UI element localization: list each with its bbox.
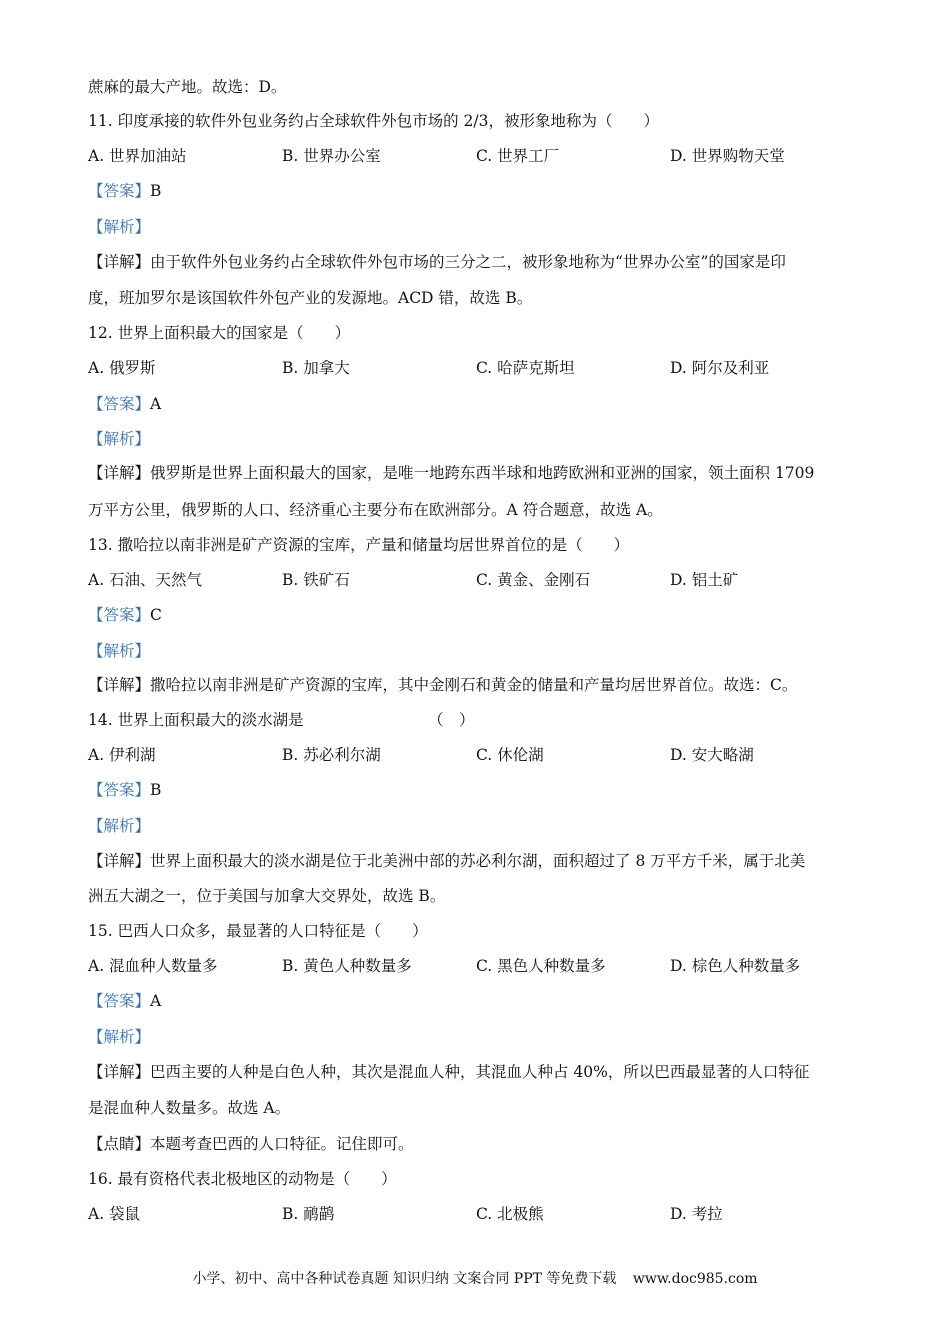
analysis-tag: 【解析】 — [88, 817, 151, 835]
detail-text: 俄罗斯是世界上面积最大的国家，是唯一地跨东西半球和地跨欧洲和亚洲的国家，领土面积 1709 — [150, 464, 815, 482]
q11-option-d: D. 世界购物天堂 — [670, 147, 785, 165]
question-12: 12. 世界上面积最大的国家是（ ） — [88, 324, 351, 342]
answer-value: C — [150, 606, 162, 624]
q13-option-c: C. 黄金、金刚石 — [476, 571, 591, 589]
analysis-tag: 【解析】 — [88, 218, 151, 236]
q15-answer — [88, 990, 890, 1012]
q13-answer — [88, 604, 890, 626]
question-11: 11. 印度承接的软件外包业务约占全球软件外包市场的 2/3，被形象地称为（ ） — [88, 112, 659, 130]
detail-text: 撒哈拉以南非洲是矿产资源的宝库，其中金刚石和黄金的储量和产量均居世界首位。故选：C。 — [150, 676, 798, 694]
answer-value: A — [150, 395, 162, 413]
footer-text: 小学、初中、高中各种试卷真题 知识归纳 文案合同 PPT 等免费下载 — [192, 1271, 617, 1287]
detail-text: 世界上面积最大的淡水湖是位于北美洲中部的苏必利尔湖，面积超过了 8 万平方千米，属于北美 — [150, 852, 806, 870]
q12-analysis — [88, 428, 890, 450]
detail-text: 巴西主要的人种是白色人种，其次是混血人种，其混血人种占 40%，所以巴西最显著的人口特征 — [150, 1063, 810, 1081]
q13-analysis — [88, 640, 890, 662]
q11-detail-line-2: 度，班加罗尔是该国软件外包产业的发源地。ACD 错，故选 B。 — [88, 289, 533, 307]
continuation-text: 蔗麻的最大产地。故选：D。 — [88, 78, 287, 96]
analysis-tag: 【解析】 — [88, 642, 151, 660]
q16-option-c: C. 北极熊 — [476, 1205, 544, 1223]
q14-analysis — [88, 815, 890, 837]
answer-value: B — [150, 182, 162, 200]
q13-option-a: A. 石油、天然气 — [88, 571, 203, 589]
question-15: 15. 巴西人口众多，最显著的人口特征是（ ） — [88, 922, 428, 940]
answer-value: B — [150, 781, 162, 799]
detail-tag: 【详解】 — [88, 464, 151, 482]
q12-option-c: C. 哈萨克斯坦 — [476, 359, 575, 377]
q15-option-d: D. 棕色人种数量多 — [670, 957, 801, 975]
q16-option-a: A. 袋鼠 — [88, 1205, 141, 1223]
q16-option-d: D. 考拉 — [670, 1205, 723, 1223]
question-16: 16. 最有资格代表北极地区的动物是（ ） — [88, 1170, 397, 1188]
q15-detail-line-2: 是混血种人数量多。故选 A。 — [88, 1099, 291, 1117]
q13-option-d: D. 铝土矿 — [670, 571, 739, 589]
q14-answer — [88, 779, 890, 801]
q12-option-d: D. 阿尔及利亚 — [670, 359, 770, 377]
q15-analysis — [88, 1026, 890, 1048]
detail-tag: 【详解】 — [88, 852, 151, 870]
question-14-text: 14. 世界上面积最大的淡水湖是 — [88, 711, 304, 729]
q11-option-a: A. 世界加油站 — [88, 147, 187, 165]
answer-tag: 【答案】 — [88, 182, 151, 200]
q12-option-b: B. 加拿大 — [282, 359, 350, 377]
q15-option-c: C. 黑色人种数量多 — [476, 957, 606, 975]
q13-detail-line-1 — [88, 674, 890, 696]
answer-tag: 【答案】 — [88, 395, 151, 413]
q11-analysis — [88, 216, 890, 238]
q14-option-b: B. 苏必利尔湖 — [282, 746, 381, 764]
detail-tag: 【详解】 — [88, 676, 151, 694]
page-footer — [0, 1268, 950, 1288]
point-tag: 【点睛】 — [88, 1135, 151, 1153]
q12-option-a: A. 俄罗斯 — [88, 359, 156, 377]
q14-detail-line-1 — [88, 850, 890, 872]
footer-url[interactable]: www.doc985.com — [632, 1271, 758, 1287]
q14-option-a: A. 伊利湖 — [88, 746, 156, 764]
point-text: 本题考查巴西的人口特征。记住即可。 — [150, 1135, 414, 1153]
answer-tag: 【答案】 — [88, 606, 151, 624]
q15-detail-line-1 — [88, 1061, 890, 1083]
answer-tag: 【答案】 — [88, 781, 151, 799]
answer-tag: 【答案】 — [88, 992, 151, 1010]
detail-tag: 【详解】 — [88, 253, 151, 271]
q15-option-b: B. 黄色人种数量多 — [282, 957, 412, 975]
analysis-tag: 【解析】 — [88, 1028, 151, 1046]
q15-option-a: A. 混血种人数量多 — [88, 957, 218, 975]
detail-tag: 【详解】 — [88, 1063, 151, 1081]
q12-detail-line-2: 万平方公里，俄罗斯的人口、经济重心主要分布在欧洲部分。A 符合题意，故选 A。 — [88, 501, 663, 519]
q16-option-b: B. 鸸鹋 — [282, 1205, 335, 1223]
q14-option-c: C. 休伦湖 — [476, 746, 544, 764]
question-14 — [88, 709, 890, 731]
q14-option-d: D. 安大略湖 — [670, 746, 754, 764]
q11-option-b: B. 世界办公室 — [282, 147, 381, 165]
question-14-paren: （ ） — [428, 711, 475, 729]
question-13: 13. 撒哈拉以南非洲是矿产资源的宝库，产量和储量均居世界首位的是（ ） — [88, 536, 630, 554]
q12-answer — [88, 393, 890, 415]
q14-detail-line-2: 洲五大湖之一，位于美国与加拿大交界处，故选 B。 — [88, 887, 446, 905]
q11-detail-line-1 — [88, 251, 890, 273]
detail-text: 由于软件外包业务约占全球软件外包市场的三分之二，被形象地称为“世界办公室”的国家是印 — [150, 253, 786, 271]
analysis-tag: 【解析】 — [88, 430, 151, 448]
q15-point — [88, 1133, 890, 1155]
q11-option-c: C. 世界工厂 — [476, 147, 560, 165]
q13-option-b: B. 铁矿石 — [282, 571, 350, 589]
q12-detail-line-1 — [88, 462, 890, 484]
answer-value: A — [150, 992, 162, 1010]
q11-answer — [88, 180, 890, 202]
